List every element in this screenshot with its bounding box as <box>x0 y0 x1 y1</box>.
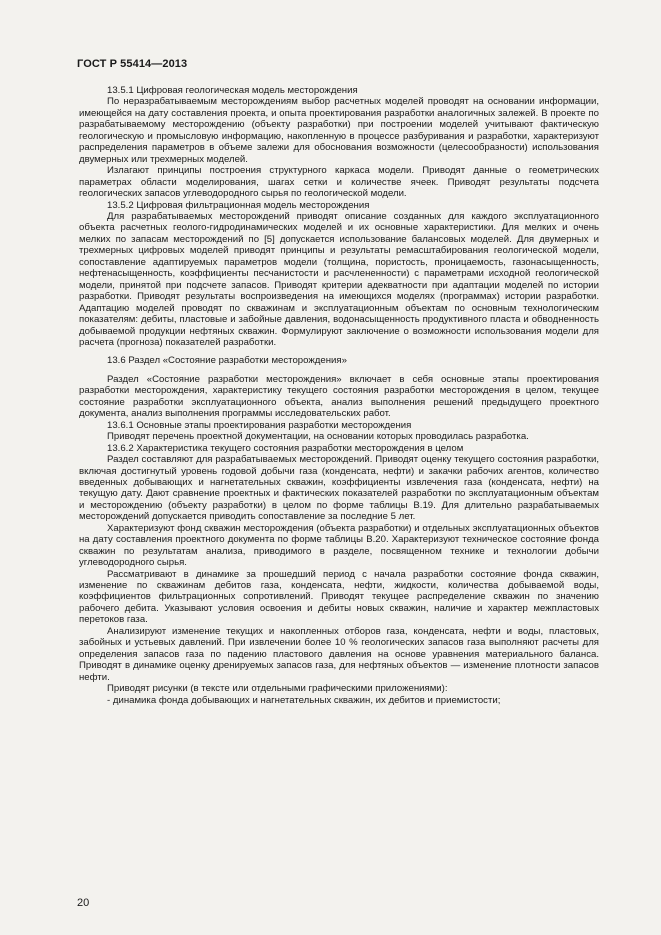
paragraph: Раздел составляют для разрабатываемых месторождений. Приводят оценку текущего состояния разработки, включая достигнутый уровень годовой добычи газа (конденсата, нефти) и закачки рабочих агентов, количество введенных добывающих и нагнетательных скважин, коэффициенты извлечения газа (конденсата, нефти) на текущую дату. Дают сравнение проектных и фактических показателей разработки по эксплуатационным объектам и месторождению (объекту разработки) в целом по форме таблицы В.19. Для длительно разрабатываемых месторождений допускается приводить сопоставление за последние 5 лет. <box>79 454 599 523</box>
section-heading-13-6-1: 13.6.1 Основные этапы проектирования разработки месторождения <box>107 419 412 431</box>
page-number: 20 <box>77 897 90 909</box>
paragraph: Излагают принципы построения структурного каркаса модели. Приводят данные о геометрических параметрах области моделирования, шагах сетки и количестве ячеек. Приводят результаты подсчета геологических запасов углеводородного сырья по геологической модели. <box>79 165 599 200</box>
paragraph: Приводят перечень проектной документации, на основании которых проводилась разработка. <box>107 431 529 443</box>
document-body <box>79 85 599 706</box>
paragraph: Приводят рисунки (в тексте или отдельными графическими приложениями): <box>107 683 448 695</box>
section-heading-13-5-2: 13.5.2 Цифровая фильтрационная модель месторождения <box>107 199 370 211</box>
section-heading-13-6-2: 13.6.2 Характеристика текущего состояния разработки месторождения в целом <box>107 442 464 454</box>
section-heading-13-6: 13.6 Раздел «Состояние разработки месторождения» <box>107 355 347 367</box>
paragraph: Для разрабатываемых месторождений приводят описание созданных для каждого эксплуатационного объекта расчетных геолого-гидродинамических моделей и их основные характеристики. Для мелких и очень мелких по запасам месторождений по [5] допускается использование балансовых моделей. Для двумерных и трехмерных цифровых моделей приводят принципы и результаты ремасштабирования геологической модели, сопоставление адаптируемых параметров модели (толщина, пористость, проницаемость, газонасыщенность, нефтенасыщенность, коэффициенты песчанистости и расчлененности) с параметрами исходной геологической модели, принятой при подсчете запасов. Приводят критерии адекватности при адаптации моделей по истории разработки. Приводят результаты воспроизведения на имеющихся моделях (программах) истории разработки. Адаптацию моделей проводят по скважинам и эксплуатационным объектам по основным технологическим показателям: дебиты, пластовые и забойные давления, водонасыщенность продуктивного пласта и обводненность добываемой продукции нефтяных скважин. Формулируют заключение о возможности использования модели для расчета (прогноза) показателей разработки. <box>79 210 599 348</box>
paragraph: Характеризуют фонд скважин месторождения (объекта разработки) и отдельных эксплуатационных объектов на дату составления проектного документа по форме таблицы В.20. Характеризуют техническое состояние фонда скважин по результатам анализа, приводимого в разделе, посвященном технике и технологии добычи углеводородного сырья. <box>79 522 599 569</box>
paragraph: Анализируют изменение текущих и накопленных отборов газа, конденсата, нефти и воды, пластовых, забойных и устьевых давлений. При извлечении более 10 % геологических запасов газа выполняют расчеты для определения запасов газа по падению пластового давления на основе уравнения материального баланса. Приводят в динамике оценку дренируемых запасов газа, для нефтяных объектов — изменение плотности запасов нефти. <box>79 625 599 683</box>
section-heading-13-5-1: 13.5.1 Цифровая геологическая модель месторождения <box>107 85 358 96</box>
paragraph: По неразрабатываемым месторождениям выбор расчетных моделей проводят на основании информации, имеющейся на дату составления проекта, и опыта проектирования разработки аналогичных залежей. В проекте по разрабатываемому месторождению (объекту разработки) при построении моделей учитывают фактическую геологическую и промысловую информацию, накопленную в процессе разбуривания и разработки, характеризуют распределения параметров в объеме залежи для обоснования возможности (целесообразности) использования двумерных или трехмерных моделей. <box>79 96 599 165</box>
paragraph: Раздел «Состояние разработки месторождения» включает в себя основные этапы проектирования разработки месторождения, характеристику текущего состояния разработки месторождения в целом, текущее состояние разработки эксплуатационного объекта, анализ выполнения решений предыдущего проектного документа, анализ выполнения программы исследовательских работ. <box>79 373 599 420</box>
paragraph: Рассматривают в динамике за прошедший период с начала разработки состояние фонда скважин, изменение по скважинам дебитов газа, конденсата, нефти, жидкости, количества добываемой воды, коэффициентов фильтрационных сопротивлений. Приводят текущее распределение скважин по значению рабочего дебита. Указывают условия освоения и дебиты новых скважин, наличие и характер межпластовых перетоков газа. <box>79 568 599 626</box>
list-item: - динамика фонда добывающих и нагнетательных скважин, их дебитов и приемистости; <box>107 694 501 706</box>
document-header: ГОСТ Р 55414—2013 <box>77 58 188 70</box>
